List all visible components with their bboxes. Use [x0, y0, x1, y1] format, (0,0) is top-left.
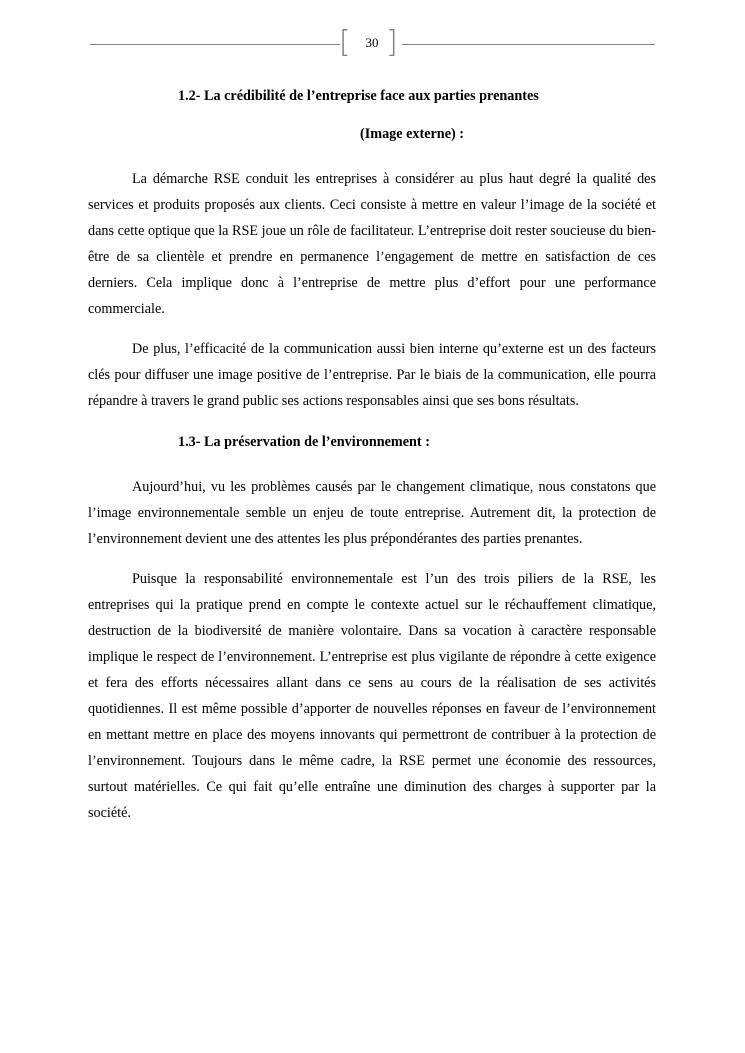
section-heading-1-2: 1.2- La crédibilité de l’entreprise face aux parties prenantes: [178, 88, 539, 104]
paragraph: Puisque la responsabilité environnementale est l’un des trois piliers de la RSE, les entreprises qui la pratique prend en compte le contexte actuel sur le réchauffement climatique, destruction de la biodiversité de manière volontaire. Dans sa vocation à caractère responsable implique le respect de l’environnement. L’entreprise est plus vigilante de répondre à cette exigence et fera des efforts nécessaires allant dans ce sens au cours de la réalisation de ses activités quotidiennes. Il est même possible d’apporter de nouvelles réponses en faveur de l’environnement en mettant mettre en place des moyens innovants qui permettront de contribuer à la protection de l’environnement. Toujours dans le même cadre, la RSE permet une économie des ressources, surtout matérielles. Ce qui fait qu’elle entraîne une diminution des charges à supporter par la société.: [88, 571, 656, 821]
header-rule-right: [402, 44, 655, 45]
header-bracket-left: [: [339, 25, 351, 60]
paragraph: La démarche RSE conduit les entreprises à considérer au plus haut degré la qualité des services et produits proposés aux clients. Ceci consiste à mettre en valeur l’image de la société et dans cette optique que la RSE joue un rôle de facilitateur. L’entreprise doit rester soucieuse du bien-être de sa clientèle et prendre en permanence l’engagement de mettre en satisfaction de ces derniers. Cela implique donc à l’entreprise de mettre plus d’effort pour une performance commerciale.: [88, 171, 656, 317]
header-rule-left: [90, 44, 340, 45]
page-number: 30: [365, 35, 379, 50]
page-content: [88, 86, 656, 826]
paragraph: Aujourd’hui, vu les problèmes causés par le changement climatique, nous constatons que l’image environnementale semble un enjeu de toute entreprise. Autrement dit, la protection de l’environnement devient une des attentes les plus prépondérantes des parties prenantes.: [88, 479, 656, 547]
section-heading-1-3: 1.3- La préservation de l’environnement :: [178, 434, 430, 450]
paragraph: De plus, l’efficacité de la communication aussi bien interne qu’externe est un des facteurs clés pour diffuser une image positive de l’entreprise. Par le biais de la communication, elle pourra répandre à travers le grand public ses actions responsables ainsi que ses bons résultats.: [88, 341, 656, 409]
section-subheading-image-externe: (Image externe) :: [360, 126, 464, 142]
page-header: [90, 25, 655, 60]
header-bracket-right: ]: [386, 25, 398, 60]
